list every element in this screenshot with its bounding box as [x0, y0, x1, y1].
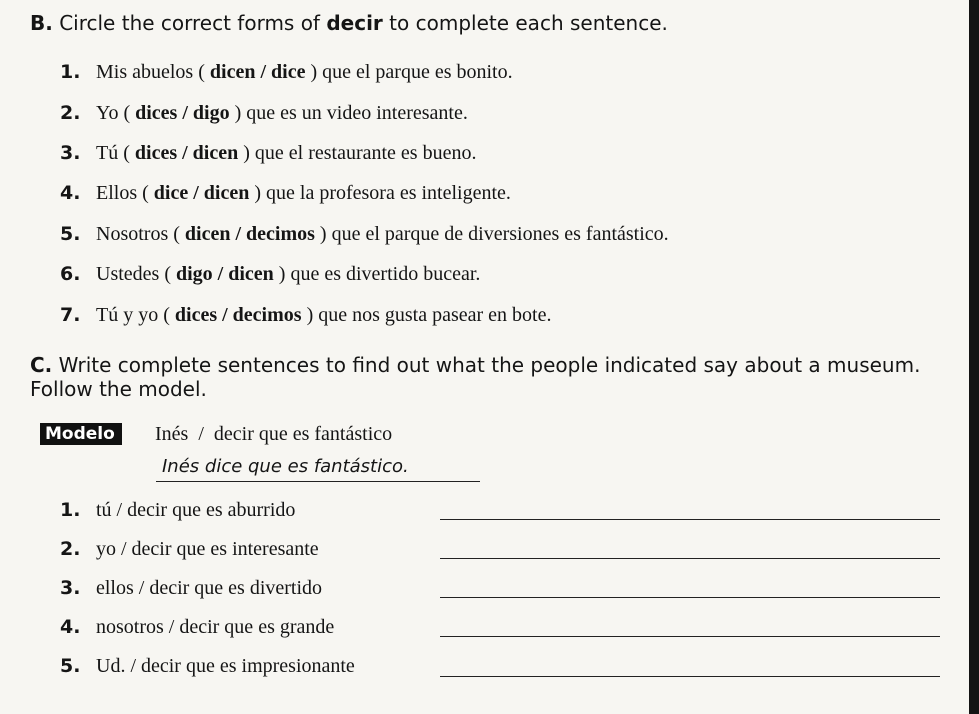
b-item-separator: /	[235, 223, 242, 245]
b-item	[60, 60, 513, 84]
b-item-after: ) que el restaurante es bueno.	[243, 142, 477, 164]
section-c-instruction-line2: Follow the model.	[30, 377, 207, 401]
b-item-option-1[interactable]: digo	[175, 263, 213, 285]
modelo-answer: Inés dice que es fantástico.	[162, 456, 409, 477]
c-item-number: 5.	[60, 655, 81, 677]
b-item-option-1[interactable]: dice	[153, 182, 189, 204]
c-item	[60, 537, 319, 561]
b-item-option-2[interactable]: decimos	[246, 223, 315, 245]
b-item-before: Nosotros (	[96, 223, 180, 245]
b-item-number: 4.	[60, 182, 81, 204]
b-item-after: ) que es un video interesante.	[234, 102, 468, 124]
c-item-answer-line[interactable]	[440, 676, 940, 677]
b-item-after: ) que es divertido bucear.	[278, 263, 481, 285]
b-item	[60, 262, 480, 286]
b-item	[60, 101, 468, 125]
b-item-option-2[interactable]: decimos	[232, 304, 302, 326]
c-item-answer-line[interactable]	[440, 558, 940, 559]
modelo-answer-underline	[156, 481, 480, 482]
b-item	[60, 141, 476, 165]
c-item	[60, 498, 295, 522]
b-item-number: 1.	[60, 61, 81, 83]
c-item	[60, 654, 355, 678]
b-item-option-2[interactable]: dicen	[203, 182, 250, 204]
section-c-heading-line2	[30, 376, 207, 402]
b-item-option-2[interactable]: digo	[192, 102, 230, 124]
b-item-number: 3.	[60, 142, 81, 164]
b-item-number: 6.	[60, 263, 81, 285]
c-item-answer-line[interactable]	[440, 597, 940, 598]
c-item-number: 1.	[60, 499, 81, 521]
b-item-after: ) que el parque es bonito.	[310, 61, 513, 83]
b-item-separator: /	[182, 102, 188, 124]
c-item	[60, 615, 334, 639]
b-item-separator: /	[182, 142, 188, 164]
section-b-instruction-end: to complete each sentence.	[382, 11, 668, 35]
b-item-separator: /	[217, 263, 224, 285]
c-item-prompt: ellos / decir que es divertido	[96, 577, 323, 599]
c-item-number: 2.	[60, 538, 81, 560]
c-item-answer-line[interactable]	[440, 636, 940, 637]
b-item-option-1[interactable]: dicen	[209, 61, 256, 83]
section-b-letter: B.	[30, 11, 53, 35]
b-item	[60, 222, 669, 246]
c-item	[60, 576, 322, 600]
section-c-letter: C.	[30, 353, 53, 377]
b-item-before: Mis abuelos (	[96, 61, 205, 83]
b-item-option-2[interactable]: dicen	[192, 142, 239, 164]
section-b-instruction-start: Circle the correct forms of	[59, 11, 327, 35]
section-b-heading	[30, 10, 668, 36]
b-item-option-1[interactable]: dices	[135, 102, 178, 124]
b-item-option-2[interactable]: dicen	[228, 263, 274, 285]
b-item-before: Ellos (	[96, 182, 149, 204]
c-item-number: 3.	[60, 577, 81, 599]
modelo-badge: Modelo	[40, 423, 122, 445]
modelo-prompt: Inés / decir que es fantástico	[155, 423, 393, 445]
section-c-heading	[30, 352, 920, 378]
c-item-prompt: tú / decir que es aburrido	[96, 499, 296, 521]
b-item-after: ) que nos gusta pasear en bote.	[306, 304, 552, 326]
b-item-before: Ustedes (	[96, 263, 171, 285]
b-item-separator: /	[222, 304, 228, 326]
page-edge-shadow	[969, 0, 979, 714]
b-item-option-1[interactable]: dices	[174, 304, 218, 326]
b-item	[60, 181, 511, 205]
c-item-prompt: Ud. / decir que es impresionante	[96, 655, 355, 677]
b-item-after: ) que la profesora es inteligente.	[254, 182, 511, 204]
b-item-separator: /	[193, 182, 199, 204]
b-item-number: 5.	[60, 223, 81, 245]
b-item-after: ) que el parque de diversiones es fantástico.	[319, 223, 669, 245]
c-item-prompt: nosotros / decir que es grande	[96, 616, 335, 638]
section-c-instruction-line1: Write complete sentences to find out what the people indicated say about a museum.	[58, 353, 921, 377]
c-item-answer-line[interactable]	[440, 519, 940, 520]
b-item-number: 7.	[60, 304, 81, 326]
b-item-option-1[interactable]: dices	[134, 142, 178, 164]
b-item-separator: /	[260, 61, 267, 83]
section-b-instruction-verb: decir	[326, 11, 383, 35]
b-item-number: 2.	[60, 102, 81, 124]
c-item-prompt: yo / decir que es interesante	[96, 538, 319, 560]
b-item-before: Tú y yo (	[96, 304, 170, 326]
b-item	[60, 303, 551, 327]
b-item-option-2[interactable]: dice	[271, 61, 306, 83]
c-item-number: 4.	[60, 616, 81, 638]
b-item-option-1[interactable]: dicen	[184, 223, 231, 245]
b-item-before: Yo (	[96, 102, 131, 124]
b-item-before: Tú (	[96, 142, 130, 164]
